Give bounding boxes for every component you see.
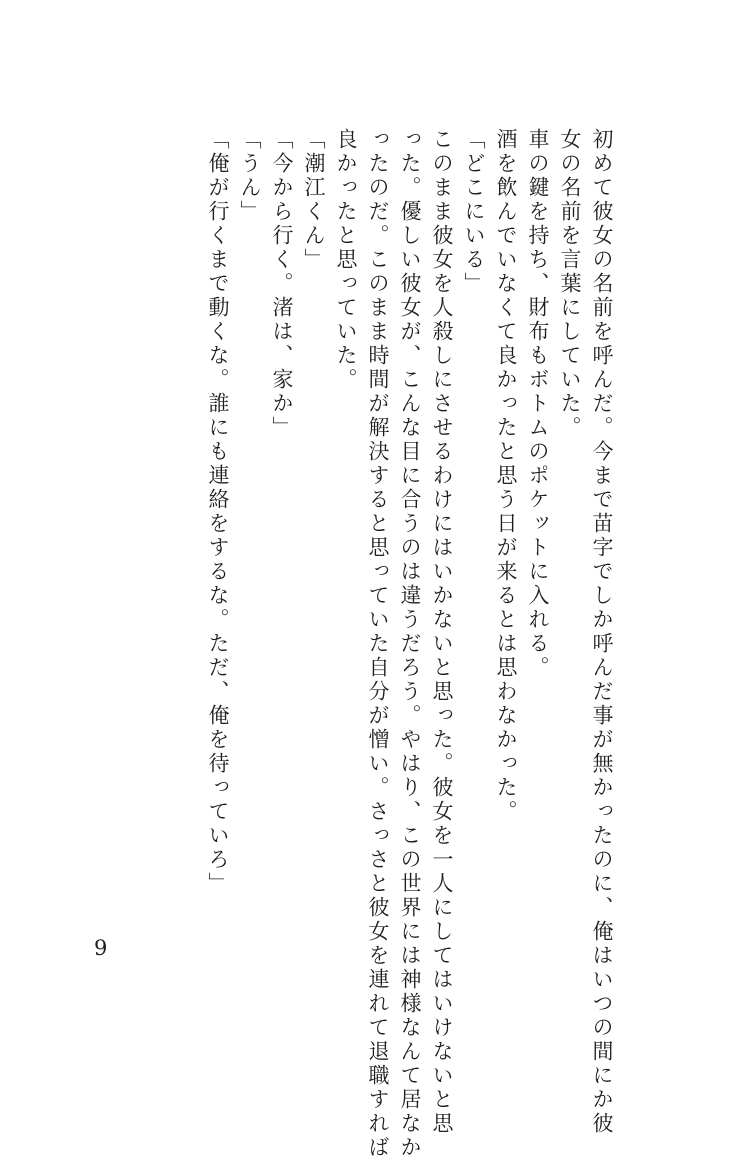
page-number: 9 (94, 936, 108, 960)
text-line: 酒を飲んでいなくて良かったと思う日が来るとは思わなかった。 (494, 128, 518, 824)
text-line: 良かったと思っていた。 (334, 128, 358, 392)
text-line: 「俺が行くまで動くな。誰にも連絡をするな。ただ、俺を待っていろ」 (206, 128, 230, 896)
text-line: 「潮江くん」 (302, 128, 326, 272)
text-line: 「どこにいる」 (462, 128, 486, 296)
text-line: 車の鍵を持ち、財布もボトムのポケットに入れる。 (526, 128, 550, 680)
text-line: 女の名前を言葉にしていた。 (558, 128, 582, 440)
vertical-text-body (202, 128, 618, 1160)
text-line: 「うん」 (238, 128, 262, 224)
text-line: このまま彼女を人殺しにさせるわけにはいかないと思った。彼女を一人にしてはいけないと思 (430, 128, 454, 1136)
text-line: 初めて彼女の名前を呼んだ。今まで苗字でしか呼んだ事が無かったのに、俺はいつの間にか彼 (590, 128, 614, 1136)
text-line: ったのだ。このまま時間が解決すると思っていた自分が憎い。さっさと彼女を連れて退職すれば (366, 128, 390, 1160)
text-line: 「今から行く。渚は、家か」 (270, 128, 294, 440)
text-line: った。優しい彼女が、こんな目に合うのは違うだろう。やはり、この世界には神様なんて居なか (398, 128, 422, 1160)
